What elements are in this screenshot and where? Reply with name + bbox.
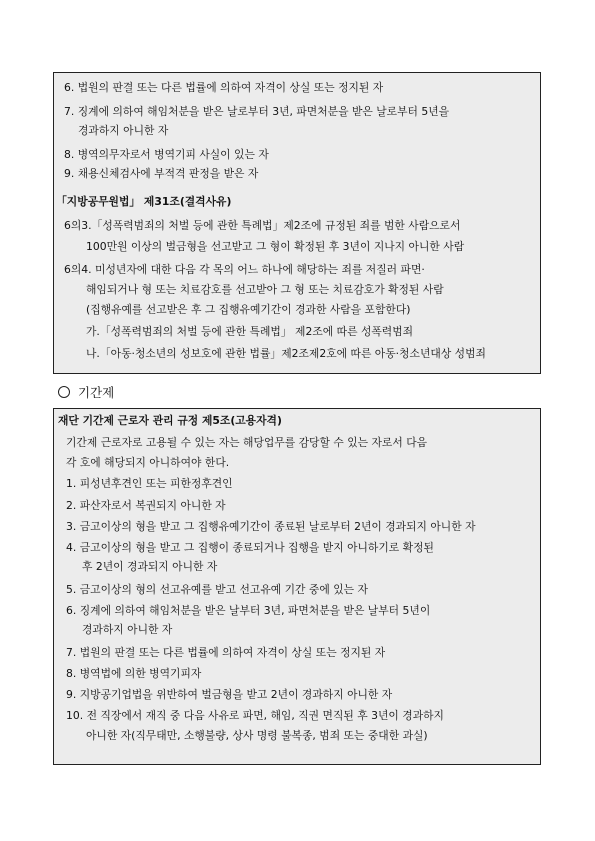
clause-line: 해임되거나 형 또는 치료감호를 선고받아 그 형 또는 치료감호가 확정된 사람 xyxy=(86,283,444,296)
clause-line: 6. 징계에 의하여 해임처분을 받은 날부터 3년, 파면처분을 받은 날부터 5년이 xyxy=(66,604,431,617)
clause-line: 100만원 이상의 벌금형을 선고받고 그 형이 확정된 후 3년이 지나지 아니한 사람 xyxy=(86,240,465,253)
clause-line: 9. 채용신체검사에 부적격 판정을 받은 자 xyxy=(64,167,259,180)
clause-line: 2. 파산자로서 복권되지 아니한 자 xyxy=(66,499,226,512)
law-heading: 「지방공무원법」 제31조(결격사유) xyxy=(56,195,232,208)
section-title: 기간제 xyxy=(78,385,115,400)
clause-line: 아니한 자(직무태만, 소행불량, 상사 명령 불복종, 범죄 또는 중대한 과실) xyxy=(86,729,428,742)
clause-line: 경과하지 아니한 자 xyxy=(78,124,169,137)
clause-line: 경과하지 아니한 자 xyxy=(82,623,173,636)
disqualification-box-2 xyxy=(53,408,541,765)
clause-line: 후 2년이 경과되지 아니한 자 xyxy=(82,560,218,573)
clause-line: 7. 법원의 판결 또는 다른 법률에 의하여 자격이 상실 또는 정지된 자 xyxy=(66,646,386,659)
clause-line: 3. 금고이상의 형을 받고 그 집행유예기간이 종료된 날로부터 2년이 경과되지 아니한 자 xyxy=(66,520,476,533)
clause-line: 가.「성폭력범죄의 처벌 등에 관한 특례법」 제2조에 따른 성폭력범죄 xyxy=(86,325,414,338)
clause-line: 4. 금고이상의 형을 받고 그 집행이 종료되거나 집행을 받지 아니하기로 확정된 xyxy=(66,541,434,554)
clause-line: (집행유예를 선고받은 후 그 집행유예기간이 경과한 사람을 포함한다) xyxy=(86,303,411,316)
clause-line: 8. 병역법에 의한 병역기피자 xyxy=(66,667,202,680)
clause-line: 나.「아동·청소년의 성보호에 관한 법률」제2조제2호에 따른 아동·청소년대상 성범죄 xyxy=(86,347,486,360)
clause-line: 각 호에 해당되지 아니하여야 한다. xyxy=(66,456,230,469)
clause-line: 6의3.「성폭력범죄의 처벌 등에 관한 특례법」제2조에 규정된 죄를 범한 사람으로서 xyxy=(64,219,461,232)
clause-line: 기간제 근로자로 고용될 수 있는 자는 해당업무를 감당할 수 있는 자로서 다음 xyxy=(66,436,428,449)
clause-line: 6. 법원의 판결 또는 다른 법률에 의하여 자격이 상실 또는 정지된 자 xyxy=(64,81,384,94)
section-heading xyxy=(58,383,114,401)
disqualification-box-1 xyxy=(53,72,541,374)
clause-line: 6의4. 미성년자에 대한 다음 각 목의 어느 하나에 해당하는 죄를 저질러 파면· xyxy=(64,263,425,276)
clause-line: 10. 전 직장에서 재직 중 다음 사유로 파면, 해임, 직권 면직된 후 3년이 경과하지 xyxy=(66,709,444,722)
clause-line: 8. 병역의무자로서 병역기피 사실이 있는 자 xyxy=(64,148,269,161)
circle-bullet-icon xyxy=(58,386,70,398)
clause-line: 1. 피성년후견인 또는 피한정후견인 xyxy=(66,477,233,490)
clause-line: 9. 지방공기업법을 위반하여 벌금형을 받고 2년이 경과하지 아니한 자 xyxy=(66,688,393,701)
regulation-heading: 재단 기간제 근로자 관리 규정 제5조(고용자격) xyxy=(58,414,282,427)
clause-line: 5. 금고이상의 형의 선고유예를 받고 선고유예 기간 중에 있는 자 xyxy=(66,583,368,596)
clause-line: 7. 징계에 의하여 해임처분을 받은 날로부터 3년, 파면처분을 받은 날로부터 5년을 xyxy=(64,105,450,118)
